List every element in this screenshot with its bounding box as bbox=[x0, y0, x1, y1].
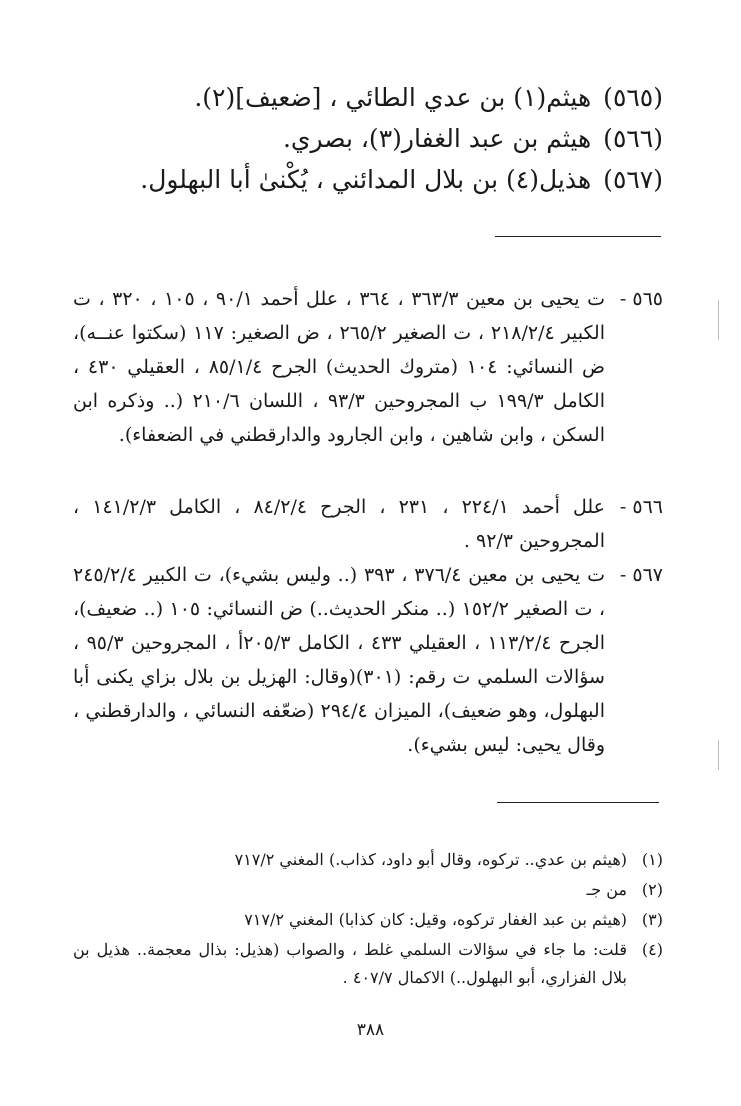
note-text: ت يحيى بن معين ٣٧٦/٤ ، ٣٩٣ (.. وليس بشيء)، ت الكبير ٢٤٥/٢/٤ ، ت الصغير ١٥٢/٢ (.. منكر الحديث..) ض النسائي: ١٠٥ (.. ضعيف)، الجرح ١١٣/٢/٤ ، العقيلي ٤٣٣ ، الكامل ٢٠٥/٣أ ، المجروحين ٩٥/٣ ، سؤالات السلمي ت رقم: (٣٠١)(وقال: الهزيل بن بلال بزاي يكنى أبا البهلول، وهو ضعيف)، الميزان ٢٩٤/٤ (ضعّفه النسائي ، والدارقطني ، وقال يحيى: ليس بشيء). bbox=[73, 564, 606, 756]
footnote-number: (٢) bbox=[641, 880, 663, 899]
entry-text: هذيل(٤) بن بلال المدائني ، يُكْنىٰ أبا البهلول. bbox=[140, 165, 592, 194]
entry-number: (٥٦٧) bbox=[603, 165, 663, 194]
entry-565 bbox=[63, 78, 663, 118]
scan-margin-mark bbox=[718, 300, 719, 340]
section-divider bbox=[495, 236, 661, 237]
note-text: ت يحيى بن معين ٣٦٣/٣ ، ٣٦٤ ، علل أحمد ٩٠/١ ، ١٠٥ ، ٣٢٠ ، ت الكبير ٢١٨/٢/٤ ، ت الصغير ٢٦٥/٢ ، ض الصغير: ١١٧ (سكتوا عنــه)، ض النسائي: ١٠٤ (متروك الحديث) الجرح ٨٥/١/٤ ، العقيلي ٤٣٠ ، الكامل ١٩٩/٣ ب المجروحين ٩٣/٣ ، اللسان ٢١٠/٦ (.. وذكره ابن السكن ، وابن شاهين ، وابن الجارود والدارقطني في الضعفاء). bbox=[73, 288, 606, 446]
footnote-divider bbox=[497, 802, 659, 803]
scan-margin-mark bbox=[718, 740, 719, 770]
note-565 bbox=[73, 282, 663, 452]
note-text: علل أحمد ٢٢٤/١ ، ٢٣١ ، الجرح ٨٤/٢/٤ ، الكامل ١٤١/٢/٣ ، المجروحين ٩٢/٣ . bbox=[73, 496, 606, 552]
note-number: ٥٦٧ - bbox=[619, 564, 663, 586]
entry-567 bbox=[63, 160, 663, 200]
note-567 bbox=[73, 558, 663, 762]
footnote-1 bbox=[73, 846, 663, 874]
footnote-4 bbox=[73, 936, 663, 992]
footnote-3 bbox=[73, 906, 663, 934]
footnote-text: (هيثم بن عدي.. تركوه، وقال أبو داود، كذاب.) المغني ٧١٧/٢ bbox=[234, 850, 627, 869]
footnote-text: من جـ bbox=[586, 880, 627, 899]
footnote-2 bbox=[73, 876, 663, 904]
entry-566 bbox=[63, 119, 663, 159]
footnote-number: (٤) bbox=[641, 940, 663, 959]
footnote-number: (٣) bbox=[641, 910, 663, 929]
note-number: ٥٦٦ - bbox=[619, 496, 663, 518]
entry-number: (٥٦٥) bbox=[603, 83, 663, 112]
note-566 bbox=[73, 490, 663, 558]
footnote-number: (١) bbox=[641, 850, 663, 869]
note-number: ٥٦٥ - bbox=[619, 288, 663, 310]
footnote-text: قلت: ما جاء في سؤالات السلمي غلط ، والصواب (هذيل: بذال معجمة.. هذيل بن بلال الفزاري، أبو البهلول..) الاكمال ٤٠٧/٧ . bbox=[73, 940, 627, 987]
page-number: ٣٨٨ bbox=[356, 1020, 385, 1040]
footnote-text: (هيثم بن عبد الغفار تركوه، وقيل: كان كذابا) المغني ٧١٧/٢ bbox=[244, 910, 627, 929]
entry-text: هيثم(١) بن عدي الطائي ، [ضعيف](٢). bbox=[194, 83, 592, 112]
entry-number: (٥٦٦) bbox=[603, 124, 663, 153]
entry-text: هيثم بن عبد الغفار(٣)، بصري. bbox=[282, 124, 592, 153]
